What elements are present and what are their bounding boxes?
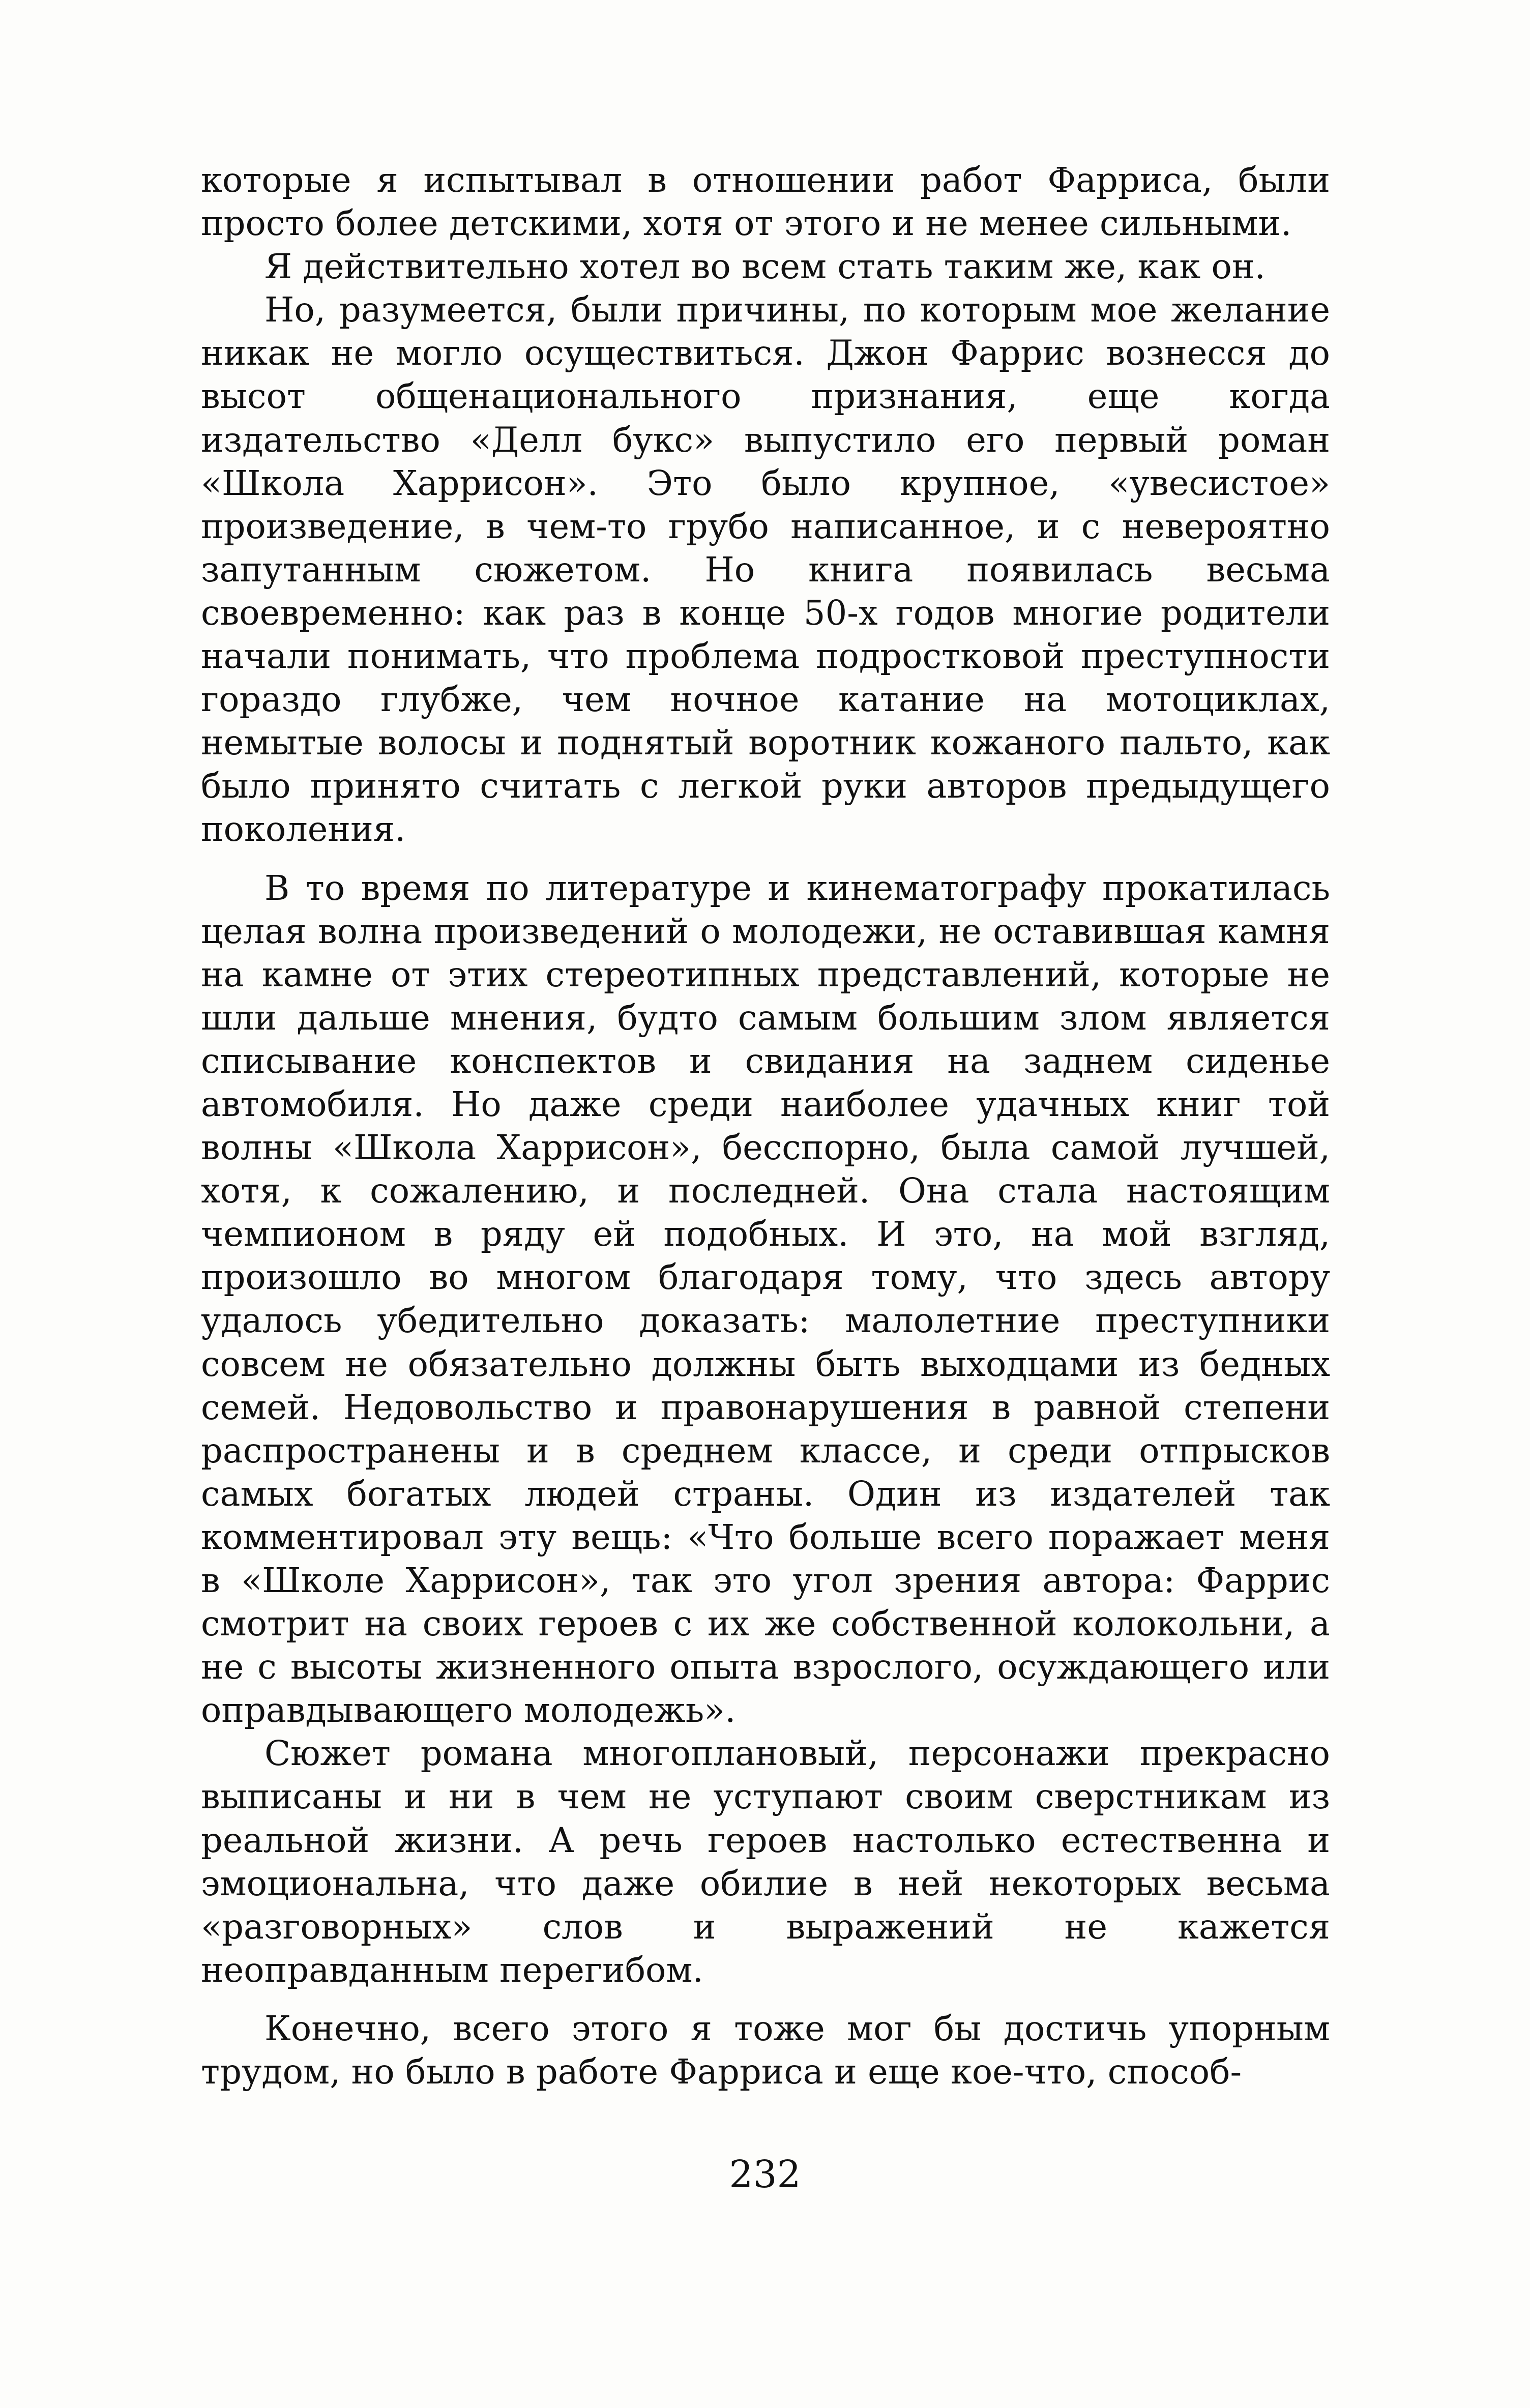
paragraph-6: Конечно, всего этого я тоже мог бы достичь упорным трудом, но было в работе Фарриса и еще кое-что, способ- <box>201 2008 1330 2092</box>
paragraph-2: Я действительно хотел во всем стать таким же, как он. <box>264 247 1266 287</box>
paragraph-4: В то время по литературе и кинематографу прокатилась целая волна произведений о молодежи, не оставившая камня на камне от этих стереотипных представлений, которые не шли дальше мнения, будто самым большим злом является списывание конспектов и свидания на заднем сиденье автомобиля. Но даже среди наиболее удачных книг той волны «Школа Харрисон», бесспорно, была самой лучшей, хотя, к сожалению, и последней. Она стала настоящим чемпионом в ряду ей подобных. И это, на мой взгляд, произошло во многом благодаря тому, что здесь автору удалось убедительно доказать: малолетние преступники совсем не обязательно должны быть выходцами из бедных семей. Недовольство и правонарушения в равной степени распространены и в среднем классе, и среди отпрысков самых богатых людей страны. Один из издателей так комментировал эту вещь: «Что больше всего поражает меня в «Школе Харрисон», так это угол зрения автора: Фаррис смотрит на своих героев с их же собственной колокольни, а не с высоты жизненного опыта взрослого, осуждающего или оправдывающего молодежь». <box>201 868 1330 1730</box>
body-text <box>201 159 1330 2094</box>
paragraph-1: которые я испытывал в отношении работ Фарриса, были просто более детскими, хотя от этого и не менее сильными. <box>201 160 1330 244</box>
page-number: 232 <box>729 2153 801 2196</box>
paragraph-3: Но, разумеется, были причины, по которым мое желание никак не могло осуществиться. Джон Фаррис вознесся до высот общенационального признания, еще когда издательство «Делл букс» выпустило его первый роман «Школа Харрисон». Это было крупное, «увесистое» произведение, в чем-то грубо написанное, и с невероятно запутанным сюжетом. Но книга появилась весьма своевременно: как раз в конце 50-х годов многие родители начали понимать, что проблема подростковой преступности гораздо глубже, чем ночное катание на мотоциклах, немытые волосы и поднятый воротник кожаного пальто, как было принято считать с легкой руки авторов предыдущего поколения. <box>201 290 1330 849</box>
paragraph-5: Сюжет романа многоплановый, персонажи прекрасно выписаны и ни в чем не уступают своим сверстникам из реальной жизни. А речь героев настолько естественна и эмоциональна, что даже обилие в ней некоторых весьма «разговорных» слов и выражений не кажется неоправданным перегибом. <box>201 1734 1330 1990</box>
